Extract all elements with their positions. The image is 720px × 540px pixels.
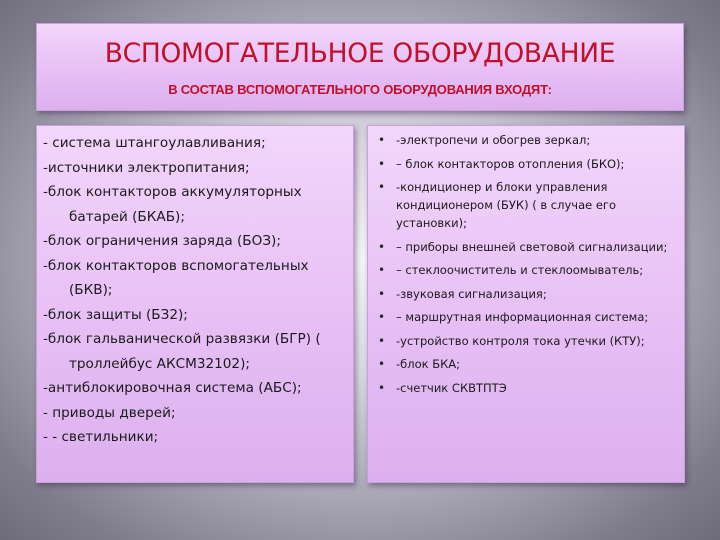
bullet-icon: • bbox=[378, 357, 386, 371]
list-item bbox=[376, 332, 678, 350]
list-item bbox=[376, 285, 678, 303]
bullet-icon: • bbox=[378, 286, 386, 301]
list-item bbox=[376, 261, 678, 279]
list-item-text: – блок контакторов отопления (БКО); bbox=[396, 156, 625, 171]
list-item-text: – приборы внешней световой сигнализации; bbox=[396, 239, 668, 254]
list-item bbox=[376, 355, 678, 373]
bullet-icon: • bbox=[378, 180, 386, 194]
list-item: - приводы дверей; bbox=[43, 404, 176, 421]
list-item: -блок контакторов вспомогательных (БКВ); bbox=[43, 257, 309, 298]
list-item: -блок гальванической развязки (БГР) ( троллейбус АКСМ32102); bbox=[43, 331, 321, 372]
right-equipment-list bbox=[376, 131, 678, 397]
list-item: -источники электропитания; bbox=[43, 159, 250, 176]
bullet-icon: • bbox=[378, 333, 386, 348]
list-item bbox=[376, 238, 678, 256]
bullet-icon: • bbox=[378, 263, 386, 277]
list-item-text: -счетчик СКВТПТЭ bbox=[396, 380, 507, 395]
page-subtitle: В СОСТАВ ВСПОМОГАТЕЛЬНОГО ОБОРУДОВАНИЯ ВХОДЯТ: bbox=[168, 82, 552, 97]
list-item: - система штангоулавливания; bbox=[43, 135, 266, 151]
list-item-text: -устройство контроля тока утечки (КТУ); bbox=[396, 333, 645, 348]
list-item bbox=[376, 178, 678, 232]
list-item: -блок защиты (БЗ2); bbox=[43, 306, 188, 323]
list-item: - - светильники; bbox=[43, 429, 159, 445]
list-item: -блок контакторов аккумуляторных батарей (БКАБ); bbox=[43, 184, 302, 225]
list-item bbox=[376, 131, 678, 149]
bullet-icon: • bbox=[378, 156, 386, 171]
list-item-text: – стеклоочиститель и стеклоомыватель; bbox=[396, 263, 644, 277]
list-item-text: -электропечи и обогрев зеркал; bbox=[396, 133, 591, 147]
bullet-icon: • bbox=[378, 239, 386, 254]
list-item: -антиблокировочная система (АБС); bbox=[43, 380, 302, 396]
list-item bbox=[376, 308, 678, 326]
list-item bbox=[376, 379, 678, 397]
list-item-text: – маршрутная информационная система; bbox=[396, 310, 649, 324]
list-item-text: -звуковая сигнализация; bbox=[396, 286, 547, 301]
list-item bbox=[376, 155, 678, 173]
bullet-icon: • bbox=[378, 380, 386, 395]
right-list-panel bbox=[367, 125, 685, 483]
list-item-text: -кондиционер и блоки управления кондиционером (БУК) ( в случае его установки); bbox=[396, 180, 616, 230]
bullet-icon: • bbox=[378, 133, 386, 147]
left-equipment-list bbox=[43, 131, 347, 450]
list-item: -блок ограничения заряда (БОЗ); bbox=[43, 233, 281, 249]
page-title: ВСПОМОГАТЕЛЬНОЕ ОБОРУДОВАНИЕ bbox=[104, 38, 616, 69]
bullet-icon: • bbox=[378, 310, 386, 324]
list-item-text: -блок БКА; bbox=[396, 357, 461, 371]
left-list-panel bbox=[36, 125, 354, 483]
title-panel bbox=[36, 23, 684, 111]
